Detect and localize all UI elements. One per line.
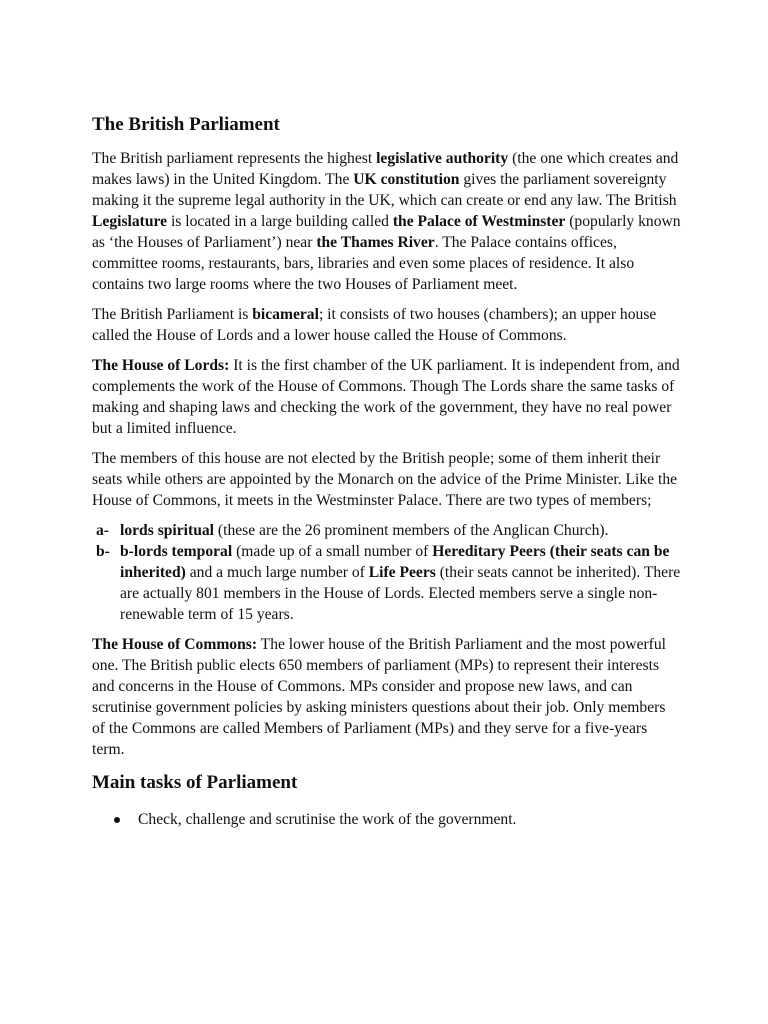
list-item <box>92 809 682 830</box>
bold-term: The House of Lords: <box>92 357 230 374</box>
text-run: ; it consists of two houses (chambers); an upper house called the House of Lords and a lower house called the House of Commons. <box>92 306 657 344</box>
text-run: The British parliament represents the highest <box>92 150 377 167</box>
text-run: The British Parliament is <box>92 306 253 323</box>
text-run: (their seats cannot be inherited). There are actually 801 members in the House of Lords. Elected members serve a single non-renewable term of 15 years. <box>120 564 681 623</box>
text-run: (made up of a small number of <box>232 543 433 560</box>
bold-term: the Palace of Westminster <box>392 213 566 230</box>
house-of-lords-paragraph <box>92 355 682 439</box>
text-run: It is the first chamber of the UK parliament. It is independent from, and complements the work of the House of Commons. Though The Lords share the same tasks of making and shaping laws and checking the work of the government, they have no real power but a limited influence. <box>92 357 680 437</box>
lords-members-paragraph: The members of this house are not elected by the British people; some of them inherit their seats while others are appointed by the Monarch on the advice of the Prime Minister. Like the House of Commons, it meets in the Westminster Palace. There are two types of members; <box>92 450 678 509</box>
text-run: gives the parliament sovereignty making it the supreme legal authority in the UK, which can create or end any law. The British <box>92 171 677 209</box>
intro-paragraph <box>92 148 682 295</box>
list-marker: b- <box>96 543 110 560</box>
page-title: The British Parliament <box>92 114 280 135</box>
bold-term: Hereditary Peers (their seats can be inherited) <box>120 543 670 581</box>
bold-term: Legislature <box>92 213 168 230</box>
bullet-icon <box>114 817 120 823</box>
text-run: and a much large number of <box>185 564 369 581</box>
member-types-list <box>92 520 682 625</box>
text-run: (the one which creates and makes laws) in the United Kingdom. The <box>92 150 679 188</box>
list-item <box>92 520 682 541</box>
bold-term: The House of Commons: <box>92 636 258 653</box>
bold-term: UK constitution <box>353 171 460 188</box>
bold-term: lords spiritual <box>120 522 215 539</box>
bold-term: Life Peers <box>368 564 436 581</box>
bold-term: bicameral <box>252 306 319 323</box>
section-heading: Main tasks of Parliament <box>92 772 298 793</box>
text-run: is located in a large building called <box>167 213 393 230</box>
list-item-text: Check, challenge and scrutinise the work of the government. <box>138 811 517 828</box>
text-run: . The Palace contains offices, committee rooms, restaurants, bars, libraries and even some places of residence. It also contains two large rooms where the two Houses of Parliament meet. <box>92 234 635 293</box>
bicameral-paragraph <box>92 304 682 346</box>
text-run: (popularly known as ‘the Houses of Parliament’) near <box>92 213 681 251</box>
house-of-commons-paragraph <box>92 634 682 760</box>
bold-term: b-lords temporal <box>120 543 233 560</box>
document-page <box>92 113 682 830</box>
bold-term: the Thames River <box>316 234 435 251</box>
text-run: The lower house of the British Parliament and the most powerful one. The British public elects 650 members of parliament (MPs) to represent their interests and concerns in the House of Commons. MPs consider and propose new laws, and can scrutinise government policies by asking ministers questions about their job. Only members of the Commons are called Members of Parliament (MPs) and they serve for a five-years term. <box>92 636 667 758</box>
list-marker: a- <box>96 522 109 539</box>
tasks-list <box>92 809 682 830</box>
list-item <box>92 541 682 625</box>
text-run: (these are the 26 prominent members of the Anglican Church). <box>214 522 609 539</box>
bold-term: legislative authority <box>376 150 509 167</box>
